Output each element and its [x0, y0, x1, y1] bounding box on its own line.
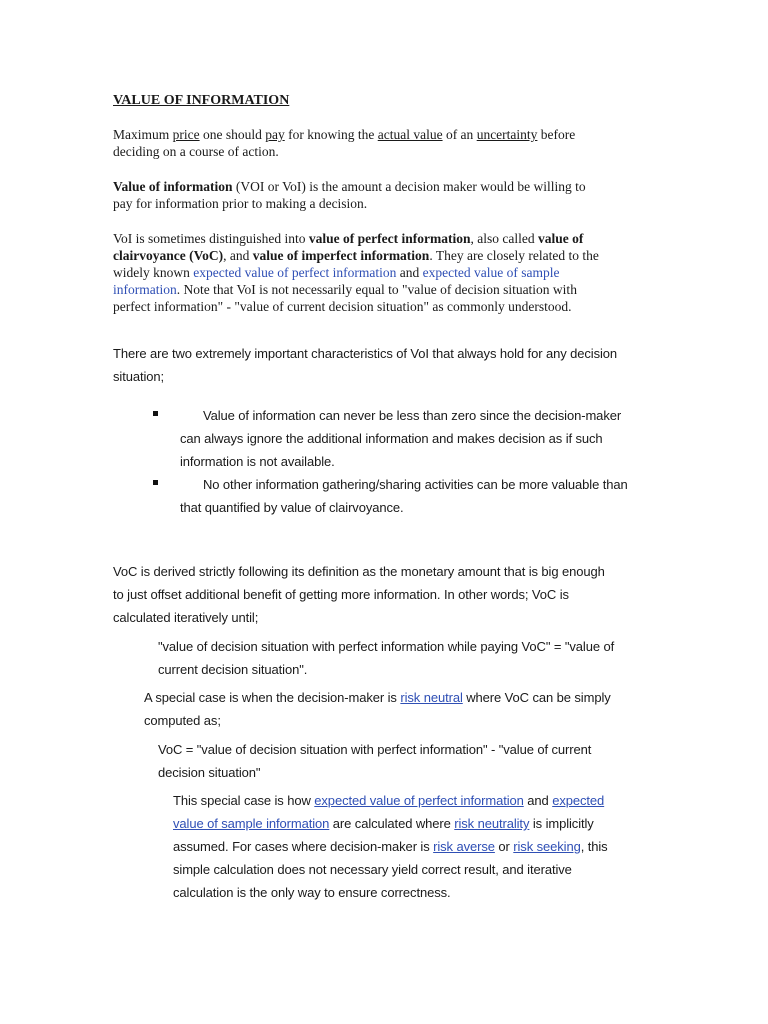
characteristics-intro: There are two extremely important characteristics of VoI that always hold for any decision situation; — [113, 346, 618, 384]
evsi-link[interactable]: expected value of sample — [422, 265, 560, 280]
special-case-paragraph: This special case is how expected value of perfect information and expected value of sample information are calculated where risk neutrality is implicitly assumed. For cases where decision-maker is risk averse or risk seeking, this simple calculation does not necessary yield correct result, and iterative calculation is the only way to ensure correctness. — [173, 793, 608, 900]
uncertainty-link[interactable]: uncertainty — [476, 127, 538, 142]
risk-neutral-paragraph: A special case is when the decision-maker is risk neutral where VoC can be simply computed as; — [144, 690, 611, 728]
risk-seeking-link[interactable]: risk seeking — [513, 839, 581, 854]
list-item: No other information gathering/sharing activities can be more valuable than that quantified by value of clairvoyance. — [180, 473, 700, 519]
evsi-link-cont[interactable]: value of sample information — [173, 816, 330, 831]
bullet-icon — [153, 411, 158, 416]
actual-value-link[interactable]: actual value — [377, 127, 443, 142]
risk-neutrality-link[interactable]: risk neutrality — [454, 816, 530, 831]
definition-paragraph: Maximum price one should pay for knowing the actual value of an uncertainty before deciding on a course of action. — [113, 127, 576, 159]
evpi-link[interactable]: expected value of perfect information — [193, 265, 397, 280]
evsi-link-cont[interactable]: information — [113, 282, 177, 297]
risk-averse-link[interactable]: risk averse — [433, 839, 495, 854]
bullet-icon — [153, 480, 158, 485]
evpi-link[interactable]: expected value of perfect information — [314, 793, 524, 808]
voc-simple-formula: VoC = "value of decision situation with perfect information" - "value of current decision situation" — [158, 742, 592, 780]
page-title: VALUE OF INFORMATION — [113, 93, 290, 108]
pay-link[interactable]: pay — [265, 127, 285, 142]
evsi-link[interactable]: expected — [552, 793, 605, 808]
price-link[interactable]: price — [172, 127, 200, 142]
list-item: Value of information can never be less than zero since the decision-maker can always ignore the additional information and makes decision as if such information is not available. — [180, 404, 700, 473]
voi-definition-paragraph: Value of information (VOI or VoI) is the amount a decision maker would be willing to pay for information prior to making a decision. — [113, 179, 586, 211]
voi-types-paragraph: VoI is sometimes distinguished into value of perfect information, also called value of clairvoyance (VoC), and value of imperfect information. They are closely related to the widely known expected value of perfect information and expected value of sample information. Note that VoI is not necessarily equal to "value of decision situation with perfect information" - "value of current decision situation" as commonly understood. — [113, 231, 599, 314]
characteristics-list — [180, 404, 700, 519]
voc-derivation-paragraph: VoC is derived strictly following its definition as the monetary amount that is big enough to just offset additional benefit of getting more information. In other words; VoC is calculated iteratively until; — [113, 564, 605, 625]
voc-iteration-formula: "value of decision situation with perfect information while paying VoC" = "value of current decision situation". — [158, 639, 615, 677]
risk-neutral-link[interactable]: risk neutral — [400, 690, 463, 705]
